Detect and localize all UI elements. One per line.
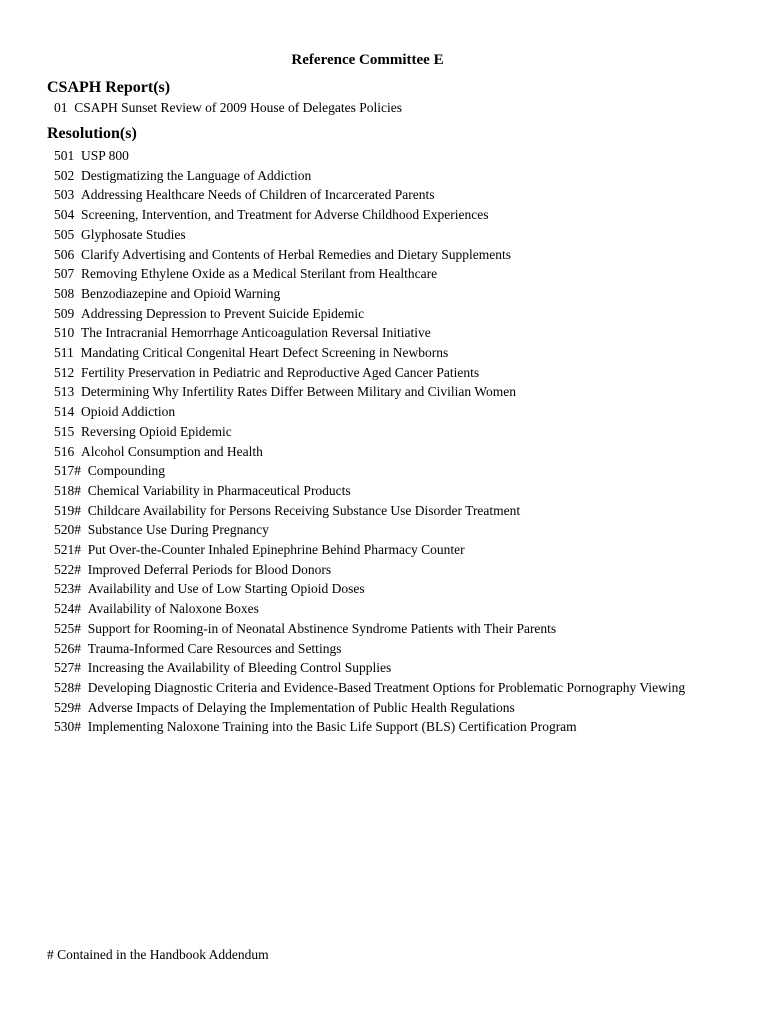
resolution-number: 526# [54,640,81,656]
resolution-number: 516 [54,443,75,459]
resolution-title: Substance Use During Pregnancy [87,522,269,538]
resolution-item [54,264,744,284]
report-title: CSAPH Sunset Review of 2009 House of Delegates Policies [74,100,402,115]
resolution-title: Alcohol Consumption and Health [81,443,263,459]
resolution-item [54,323,744,343]
resolution-item [54,304,744,324]
resolution-title: Chemical Variability in Pharmaceutical Products [87,482,351,498]
resolution-number: 514 [54,404,75,420]
resolution-number: 524# [54,601,81,617]
resolution-item [54,560,744,580]
resolution-number: 513 [54,384,75,400]
resolution-title: Support for Rooming-in of Neonatal Abstinence Syndrome Patients with Their Parents [87,620,557,636]
resolution-number: 519# [54,502,81,518]
resolution-title: Glyphosate Studies [81,226,186,242]
csaph-report-item [54,99,402,116]
resolution-item [54,501,744,521]
resolution-number: 529# [54,699,81,715]
resolution-number: 530# [54,719,81,735]
resolution-title: Screening, Intervention, and Treatment for Adverse Childhood Experiences [81,207,489,223]
resolution-title: Availability of Naloxone Boxes [87,601,259,617]
resolution-number: 517# [54,463,81,479]
resolution-number: 508 [54,285,75,301]
resolution-item [54,422,744,442]
resolution-number: 528# [54,679,81,695]
resolution-number: 501 [54,148,75,163]
resolution-title: Addressing Healthcare Needs of Children of Incarcerated Parents [81,187,435,203]
resolution-item [54,698,744,718]
resolution-number: 521# [54,542,81,558]
resolution-title: Improved Deferral Periods for Blood Donors [87,561,332,577]
resolution-title: Opioid Addiction [81,404,176,420]
resolution-item [54,166,744,186]
resolutions-list [54,146,744,737]
resolution-item [54,382,744,402]
resolution-title: The Intracranial Hemorrhage Anticoagulation Reversal Initiative [81,325,431,341]
resolution-title: Childcare Availability for Persons Receiving Substance Use Disorder Treatment [87,502,521,518]
resolution-item [54,658,744,678]
resolution-item [54,481,744,501]
resolution-title: Put Over-the-Counter Inhaled Epinephrine Behind Pharmacy Counter [87,542,465,558]
resolution-item [54,245,744,265]
resolution-item [54,599,744,619]
resolution-title: Fertility Preservation in Pediatric and Reproductive Aged Cancer Patients [81,364,480,380]
resolution-item [54,540,744,560]
csaph-reports-heading: CSAPH Report(s) [47,79,171,96]
resolution-item [54,639,744,659]
resolution-item [54,619,744,639]
resolution-number: 520# [54,522,81,538]
handbook-addendum-footnote: # Contained in the Handbook Addendum [47,947,269,962]
resolution-title: Addressing Depression to Prevent Suicide Epidemic [81,305,365,321]
resolution-number: 503 [54,187,75,203]
resolution-number: 506 [54,246,75,262]
report-number: 01 [54,100,68,115]
resolution-title: Increasing the Availability of Bleeding Control Supplies [87,660,392,676]
resolution-number: 505 [54,226,75,242]
resolution-item [54,717,744,737]
resolution-number: 509 [54,305,75,321]
resolution-item [54,520,744,540]
resolution-title: Clarify Advertising and Contents of Herbal Remedies and Dietary Supplements [81,246,512,262]
resolution-number: 511 [54,345,74,361]
resolution-number: 518# [54,482,81,498]
resolution-item [54,185,744,205]
resolution-title: Compounding [87,463,166,479]
resolution-number: 510 [54,325,75,341]
resolution-number: 502 [54,167,75,183]
resolution-item [54,205,744,225]
resolution-number: 507 [54,266,75,282]
resolution-item [54,442,744,462]
resolution-item [54,363,744,383]
resolution-title: Adverse Impacts of Delaying the Implementation of Public Health Regulations [87,699,515,715]
page-title: Reference Committee E [291,52,444,68]
resolution-title: Removing Ethylene Oxide as a Medical Sterilant from Healthcare [81,266,438,282]
resolution-title: Trauma-Informed Care Resources and Settings [87,640,342,656]
resolution-item [54,343,744,363]
resolution-item [54,402,744,422]
resolution-title: Determining Why Infertility Rates Differ Between Military and Civilian Women [81,384,516,400]
resolution-number: 525# [54,620,81,636]
resolution-number: 527# [54,660,81,676]
resolution-item [54,579,744,599]
resolution-number: 522# [54,561,81,577]
resolution-item [54,284,744,304]
resolution-title: Implementing Naloxone Training into the Basic Life Support (BLS) Certification Program [87,719,577,735]
resolution-number: 512 [54,364,75,380]
resolution-number: 523# [54,581,81,597]
resolutions-heading: Resolution(s) [47,125,137,142]
resolution-item [54,146,744,166]
resolution-title: Benzodiazepine and Opioid Warning [81,285,281,301]
resolution-title: Destigmatizing the Language of Addiction [81,167,312,183]
resolution-title: Availability and Use of Low Starting Opioid Doses [87,581,365,597]
resolution-item [54,461,744,481]
resolution-title: USP 800 [81,148,129,163]
resolution-number: 515 [54,423,75,439]
resolution-title: Reversing Opioid Epidemic [81,423,232,439]
resolution-item [54,678,744,698]
resolution-number: 504 [54,207,75,223]
resolution-title: Mandating Critical Congenital Heart Defect Screening in Newborns [80,345,449,361]
resolution-title: Developing Diagnostic Criteria and Evidence-Based Treatment Options for Problematic Pornography Viewing [87,679,686,695]
resolution-item [54,225,744,245]
